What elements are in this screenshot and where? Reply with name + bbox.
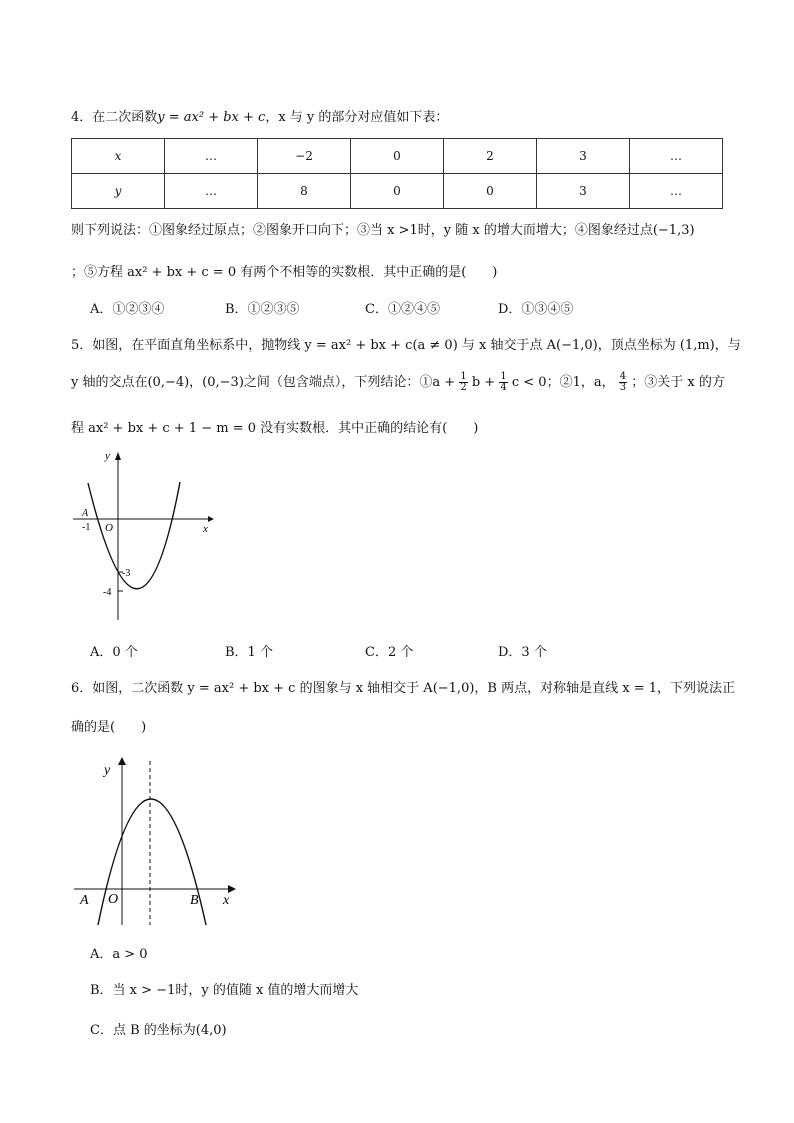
q5-line3: 程 ax² + bx + c + 1 − m = 0 没有实数根．其中正确的结论有( )	[71, 421, 479, 436]
q5-line1: 5．如图，在平面直角坐标系中，抛物线 y = ax² + bx + c(a ≠ 0) 与 x 轴交于点 A(−1,0)，顶点坐标为 (1,m)，与	[71, 338, 741, 353]
q6-line2: 确的是( )	[71, 720, 147, 735]
table-cell: −2	[258, 139, 351, 174]
fraction-four-thirds: $\frac{4}{3}$	[619, 371, 627, 393]
q5-option-c[interactable]: C．2 个	[365, 645, 414, 660]
table-cell: y	[72, 174, 165, 209]
q4-statements-line1: 则下列说法：①图象经过原点；②图象开口向下；③当 x >1时，y 随 x 的增大而增大；④图象经过点(−1,3)	[71, 223, 695, 238]
x-axis-arrow-icon	[208, 516, 214, 522]
y-axis-arrow-icon	[118, 757, 126, 765]
table-cell: 0	[351, 174, 444, 209]
origin-label: O	[105, 522, 113, 534]
table-cell: 8	[258, 174, 351, 209]
table-row-y	[72, 174, 723, 209]
x-axis-label: x	[223, 893, 230, 908]
q6-option-c[interactable]: C．点 B 的坐标为(4,0)	[90, 1023, 227, 1038]
q4-option-d[interactable]: D．①③④⑤	[498, 302, 574, 317]
q5-option-a[interactable]: A．0 个	[90, 645, 138, 660]
q6-parabola-figure	[70, 755, 240, 930]
fraction-half: $\frac{1}{2}$	[460, 371, 467, 393]
q4-statements-line2: ；⑤方程 ax² + bx + c = 0 有两个不相等的实数根．其中正确的是( )	[71, 265, 498, 280]
x-axis-arrow-icon	[228, 885, 236, 893]
y-axis-arrow-icon	[115, 452, 121, 460]
q6-option-b[interactable]: B．当 x > −1时，y 的值随 x 值的增大而增大	[90, 983, 359, 998]
table-cell: x	[72, 139, 165, 174]
table-cell: 3	[537, 174, 630, 209]
y-axis-label: y	[105, 450, 110, 462]
q5-option-b[interactable]: B．1 个	[225, 645, 273, 660]
origin-label: O	[108, 892, 119, 907]
neg1-label: -1	[82, 522, 91, 533]
table-cell: …	[165, 174, 258, 209]
y-axis-label: y	[104, 763, 111, 778]
neg3-label: -3	[122, 568, 131, 579]
q5-option-d[interactable]: D．3 个	[498, 645, 547, 660]
q6-line1: 6．如图，二次函数 y = ax² + bx + c 的图象与 x 轴相交于 A(−1,0)，B 两点，对称轴是直线 x = 1，下列说法正	[71, 681, 735, 696]
table-cell: …	[630, 139, 723, 174]
q4-option-c[interactable]: C．①②④⑤	[365, 302, 440, 317]
q4-option-a[interactable]: A．①②③④	[90, 302, 165, 317]
table-cell: 3	[537, 139, 630, 174]
q4-stem: 4．在二次函数y = ax² + bx + c，x 与 y 的部分对应值如下表：	[71, 110, 449, 125]
fraction-quarter: $\frac{1}{4}$	[500, 371, 507, 393]
point-b-label: B	[190, 893, 199, 908]
q4-options	[90, 300, 710, 320]
q5-parabola-figure	[68, 448, 218, 623]
table-cell: 2	[444, 139, 537, 174]
table-cell: 0	[351, 139, 444, 174]
q5-line2: y 轴的交点在(0,−4)，(0,−3)之间（包含端点），下列结论：①a + $\frac{1}{2}$ b + $\frac{1}{4}$ c < 0；②1，a， $\frac{4}{3}$ ；③关于 x 的方	[71, 371, 725, 393]
neg4-label: -4	[103, 587, 112, 598]
q5-options	[90, 643, 710, 663]
table-cell: 0	[444, 174, 537, 209]
table-cell: …	[165, 139, 258, 174]
table-cell: …	[630, 174, 723, 209]
parabola-curve	[88, 482, 180, 589]
q4-option-b[interactable]: B．①②③⑤	[225, 302, 300, 317]
x-axis-label: x	[203, 523, 208, 535]
table-row-x	[72, 139, 723, 174]
point-a-label: A	[80, 893, 89, 908]
q6-option-a[interactable]: A．a > 0	[90, 947, 148, 962]
point-a-label: A	[82, 508, 89, 519]
q4-value-table	[71, 138, 723, 209]
